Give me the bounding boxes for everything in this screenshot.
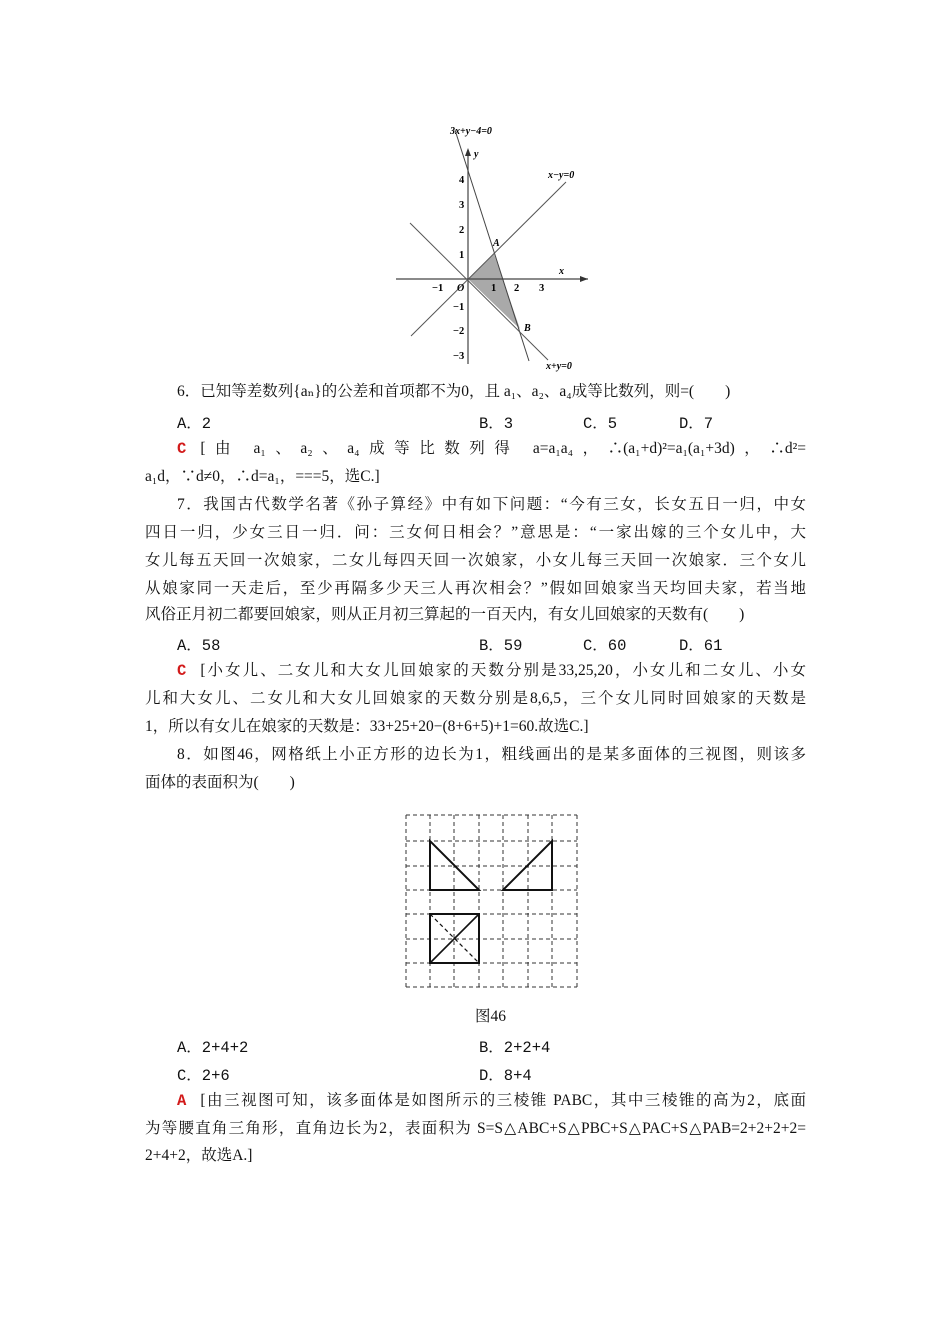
q7-option-a[interactable]: A．58 [177, 637, 221, 655]
q7-explanation-text: [小女儿、二女儿和大女儿回娘家的天数分别是33,25,20，小女儿和二女儿、小女 [200, 662, 806, 679]
y-axis-arrow [465, 148, 471, 156]
q8-stem-line: 8．如图46，网格纸上小正方形的边长为1，粗线画出的是某多面体的三视图，则该多 [177, 746, 806, 763]
q7-option-b[interactable]: B．59 [479, 637, 523, 655]
point-b-label: B [524, 323, 531, 334]
y-tick: 1 [459, 250, 465, 261]
q7-stem-line: 女儿每五天回一次娘家，二女儿每四天回一次娘家，小女儿每三天回一次娘家．三个女儿 [145, 552, 806, 569]
x-tick: −1 [432, 283, 444, 294]
q8-option-d[interactable]: D．8+4 [479, 1067, 532, 1085]
q7-explanation-line: 1，所以有女儿在娘家的天数是：33+25+20−(8+6+5)+1=60.故选C.] [145, 718, 589, 735]
q8-explanation-text: [由三视图可知，该多面体是如图所示的三棱锥 PABC，其中三棱锥的高为2，底面 [200, 1092, 806, 1109]
q8-explanation-line: 2+4+2，故选A.] [145, 1147, 253, 1164]
y-tick: −1 [453, 302, 465, 313]
y-tick: 3 [459, 200, 465, 211]
q6-explanation-line [177, 439, 806, 459]
q8-option-c[interactable]: C．2+6 [177, 1067, 230, 1085]
q6-option-d[interactable]: D．7 [679, 415, 714, 433]
point-a-label: A [493, 238, 500, 249]
x-axis-label: x [559, 266, 564, 277]
q8-explanation-line [177, 1091, 806, 1111]
q7-stem-line: 7．我国古代数学名著《孙子算经》中有如下问题：“今有三女，长女五日一归，中女 [177, 496, 806, 513]
q6-option-b[interactable]: B．3 [479, 415, 514, 433]
x-tick: 2 [514, 283, 520, 294]
figure-caption: 图46 [475, 1008, 507, 1025]
x-tick: 3 [539, 283, 545, 294]
y-tick: 2 [459, 225, 465, 236]
q7-explanation-line: 儿和大女儿、二女儿和大女儿回娘家的天数分别是8,6,5，三个女儿同时回娘家的天数是 [145, 690, 806, 707]
line-x-minus-y [411, 182, 566, 336]
x-axis-arrow [580, 276, 588, 282]
q7-option-d[interactable]: D．61 [679, 637, 723, 655]
q6-stem: 6．已知等差数列{aₙ}的公差和首项都不为0，且 a₁、a₂、a₄成等比数列，则=( ) [177, 383, 731, 400]
x-tick: 1 [491, 283, 497, 294]
q8-stem-line: 面体的表面积为( ) [145, 774, 295, 791]
linear-programming-graph [390, 115, 600, 375]
y-tick: 4 [459, 175, 465, 186]
q8-explanation-line: 为等腰直角三角形，直角边长为2，表面积为 S=S△ABC+S△PBC+S△PAC+S△PAB=2+2+2+2= [145, 1120, 806, 1137]
q6-explanation-line: a₁d，∵d≠0，∴d=a₁，===5，选C.] [145, 468, 380, 485]
q8-option-a[interactable]: A．2+4+2 [177, 1039, 249, 1057]
three-view-grid-figure [400, 808, 585, 993]
q6-explanation-text: [由 a₁、a₂、a₄成等比数列得 a=a₁a₄，∴(a₁+d)²=a₁(a₁+3d)，∴d²= [200, 440, 806, 457]
q7-stem-line: 四日一归，少女三日一归．问：三女何日相会？”意思是：“一家出嫁的三个女儿中，大 [145, 524, 806, 541]
q8-option-b[interactable]: B．2+2+4 [479, 1039, 551, 1057]
q7-stem-line: 风俗正月初二都要回娘家，则从正月初三算起的一百天内，有女儿回娘家的天数有( ) [145, 606, 745, 623]
q7-explanation-line [177, 661, 806, 681]
label-line1: 3x+y−4=0 [450, 126, 492, 137]
label-line2: x−y=0 [548, 170, 575, 181]
q7-stem-line: 从娘家同一天走后，至少再隔多少天三人再次相会？”假如回娘家当天均回夫家，若当地 [145, 580, 806, 597]
q8-answer: A [177, 1092, 187, 1110]
q7-option-c[interactable]: C．60 [583, 637, 627, 655]
label-line3: x+y=0 [546, 361, 572, 372]
side-view [503, 841, 552, 890]
y-tick: −3 [453, 351, 465, 362]
q6-answer: C [177, 440, 187, 458]
q6-option-a[interactable]: A．2 [177, 415, 212, 433]
y-axis-label: y [474, 149, 479, 160]
y-tick: −2 [453, 326, 465, 337]
line-x-plus-y [410, 223, 548, 360]
line-3x-y-4 [455, 130, 529, 361]
q6-option-c[interactable]: C．5 [583, 415, 618, 433]
q7-answer: C [177, 662, 187, 680]
origin-label: O [457, 283, 465, 294]
